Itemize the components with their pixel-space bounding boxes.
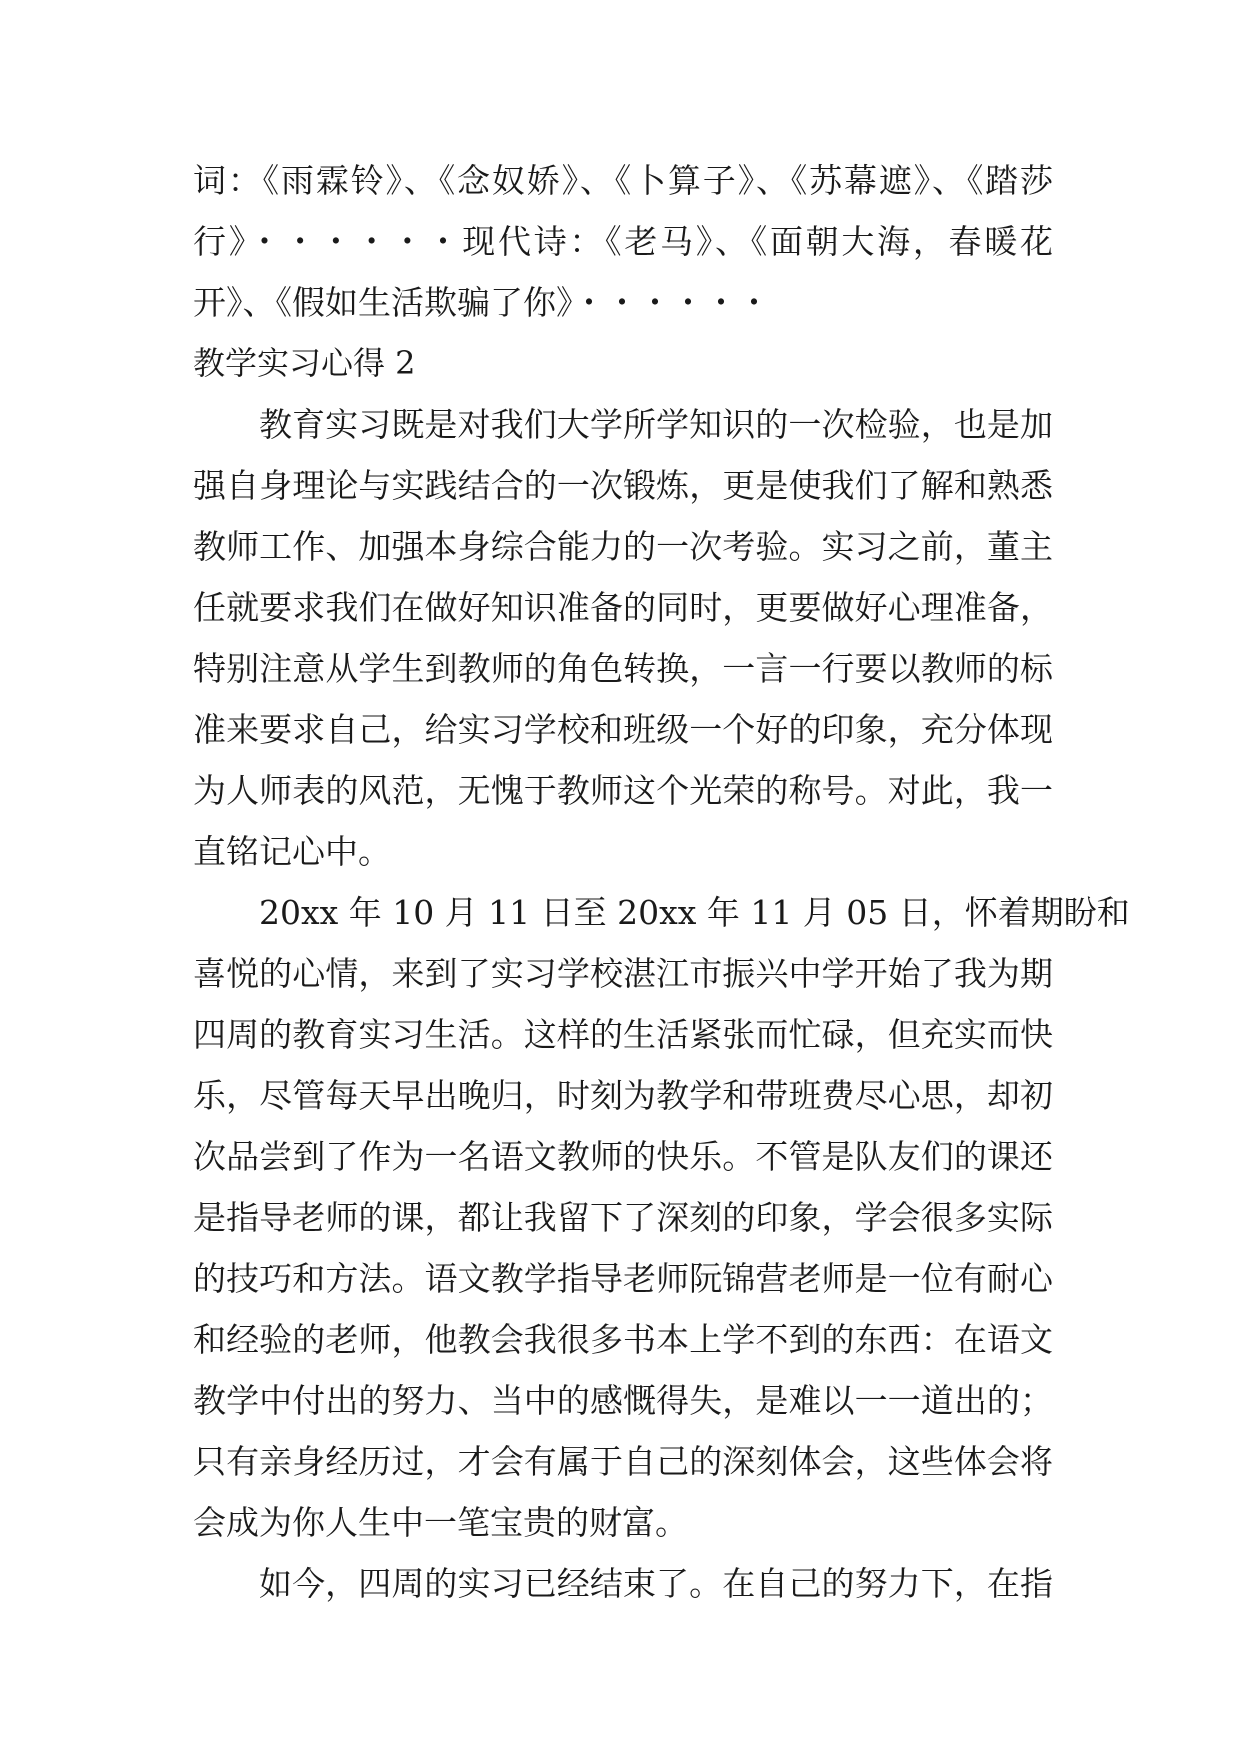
paragraph-line: 特别注意从学生到教师的角色转换，一言一行要以教师的标 (193, 649, 1053, 688)
paragraph-line: 只有亲身经历过，才会有属于自己的深刻体会，这些体会将 (193, 1442, 1053, 1481)
paragraph-line: 强自身理论与实践结合的一次锻炼，更是使我们了解和熟悉 (193, 466, 1053, 505)
paragraph-line: 为人师表的风范，无愧于教师这个光荣的称号。对此，我一 (193, 771, 1053, 810)
paragraph-line: 会成为你人生中一笔宝贵的财富。 (193, 1503, 688, 1542)
paragraph-line: 乐，尽管每天早出晚归，时刻为教学和带班费尽心思，却初 (193, 1076, 1053, 1115)
paragraph-line: 准来要求自己，给实习学校和班级一个好的印象，充分体现 (193, 710, 1053, 749)
paragraph-line: 四周的教育实习生活。这样的生活紧张而忙碌，但充实而快 (193, 1015, 1053, 1054)
paragraph-line: 教育实习既是对我们大学所学知识的一次检验，也是加 (259, 405, 1053, 444)
intro-line: 行》・・・・・・现代诗：《老马》、《面朝大海，春暖花 (193, 222, 1053, 261)
paragraph-line: 次品尝到了作为一名语文教师的快乐。不管是队友们的课还 (193, 1137, 1053, 1176)
section-title: 教学实习心得 2 (193, 344, 416, 382)
paragraph-line: 如今，四周的实习已经结束了。在自己的努力下，在指 (259, 1564, 1053, 1603)
paragraph-line: 的技巧和方法。语文教学指导老师阮锦营老师是一位有耐心 (193, 1259, 1053, 1298)
document-body (193, 150, 1130, 1614)
paragraph-line: 20xx 年 10 月 11 日至 20xx 年 11 月 05 日，怀着期盼和 (259, 893, 1130, 932)
paragraph-line: 直铭记心中。 (193, 832, 391, 871)
paragraph-line: 教师工作、加强本身综合能力的一次考验。实习之前，董主 (193, 527, 1053, 566)
intro-line: 开》、《假如生活欺骗了你》・・・・・・ (193, 283, 771, 322)
paragraph-3 (193, 1553, 1053, 1614)
paragraph-2 (193, 882, 1130, 1553)
paragraph-line: 任就要求我们在做好知识准备的同时，更要做好心理准备， (193, 588, 1053, 627)
paragraph-line: 是指导老师的课，都让我留下了深刻的印象，学会很多实际 (193, 1198, 1053, 1237)
paragraph-1 (193, 394, 1053, 882)
intro-block (193, 150, 1053, 333)
paragraph-line: 喜悦的心情，来到了实习学校湛江市振兴中学开始了我为期 (193, 954, 1053, 993)
paragraph-line: 和经验的老师，他教会我很多书本上学不到的东西：在语文 (193, 1320, 1053, 1359)
intro-line: 词：《雨霖铃》、《念奴娇》、《卜算子》、《苏幕遮》、《踏莎 (193, 161, 1053, 200)
paragraph-line: 教学中付出的努力、当中的感慨得失，是难以一一道出的； (193, 1381, 1053, 1420)
